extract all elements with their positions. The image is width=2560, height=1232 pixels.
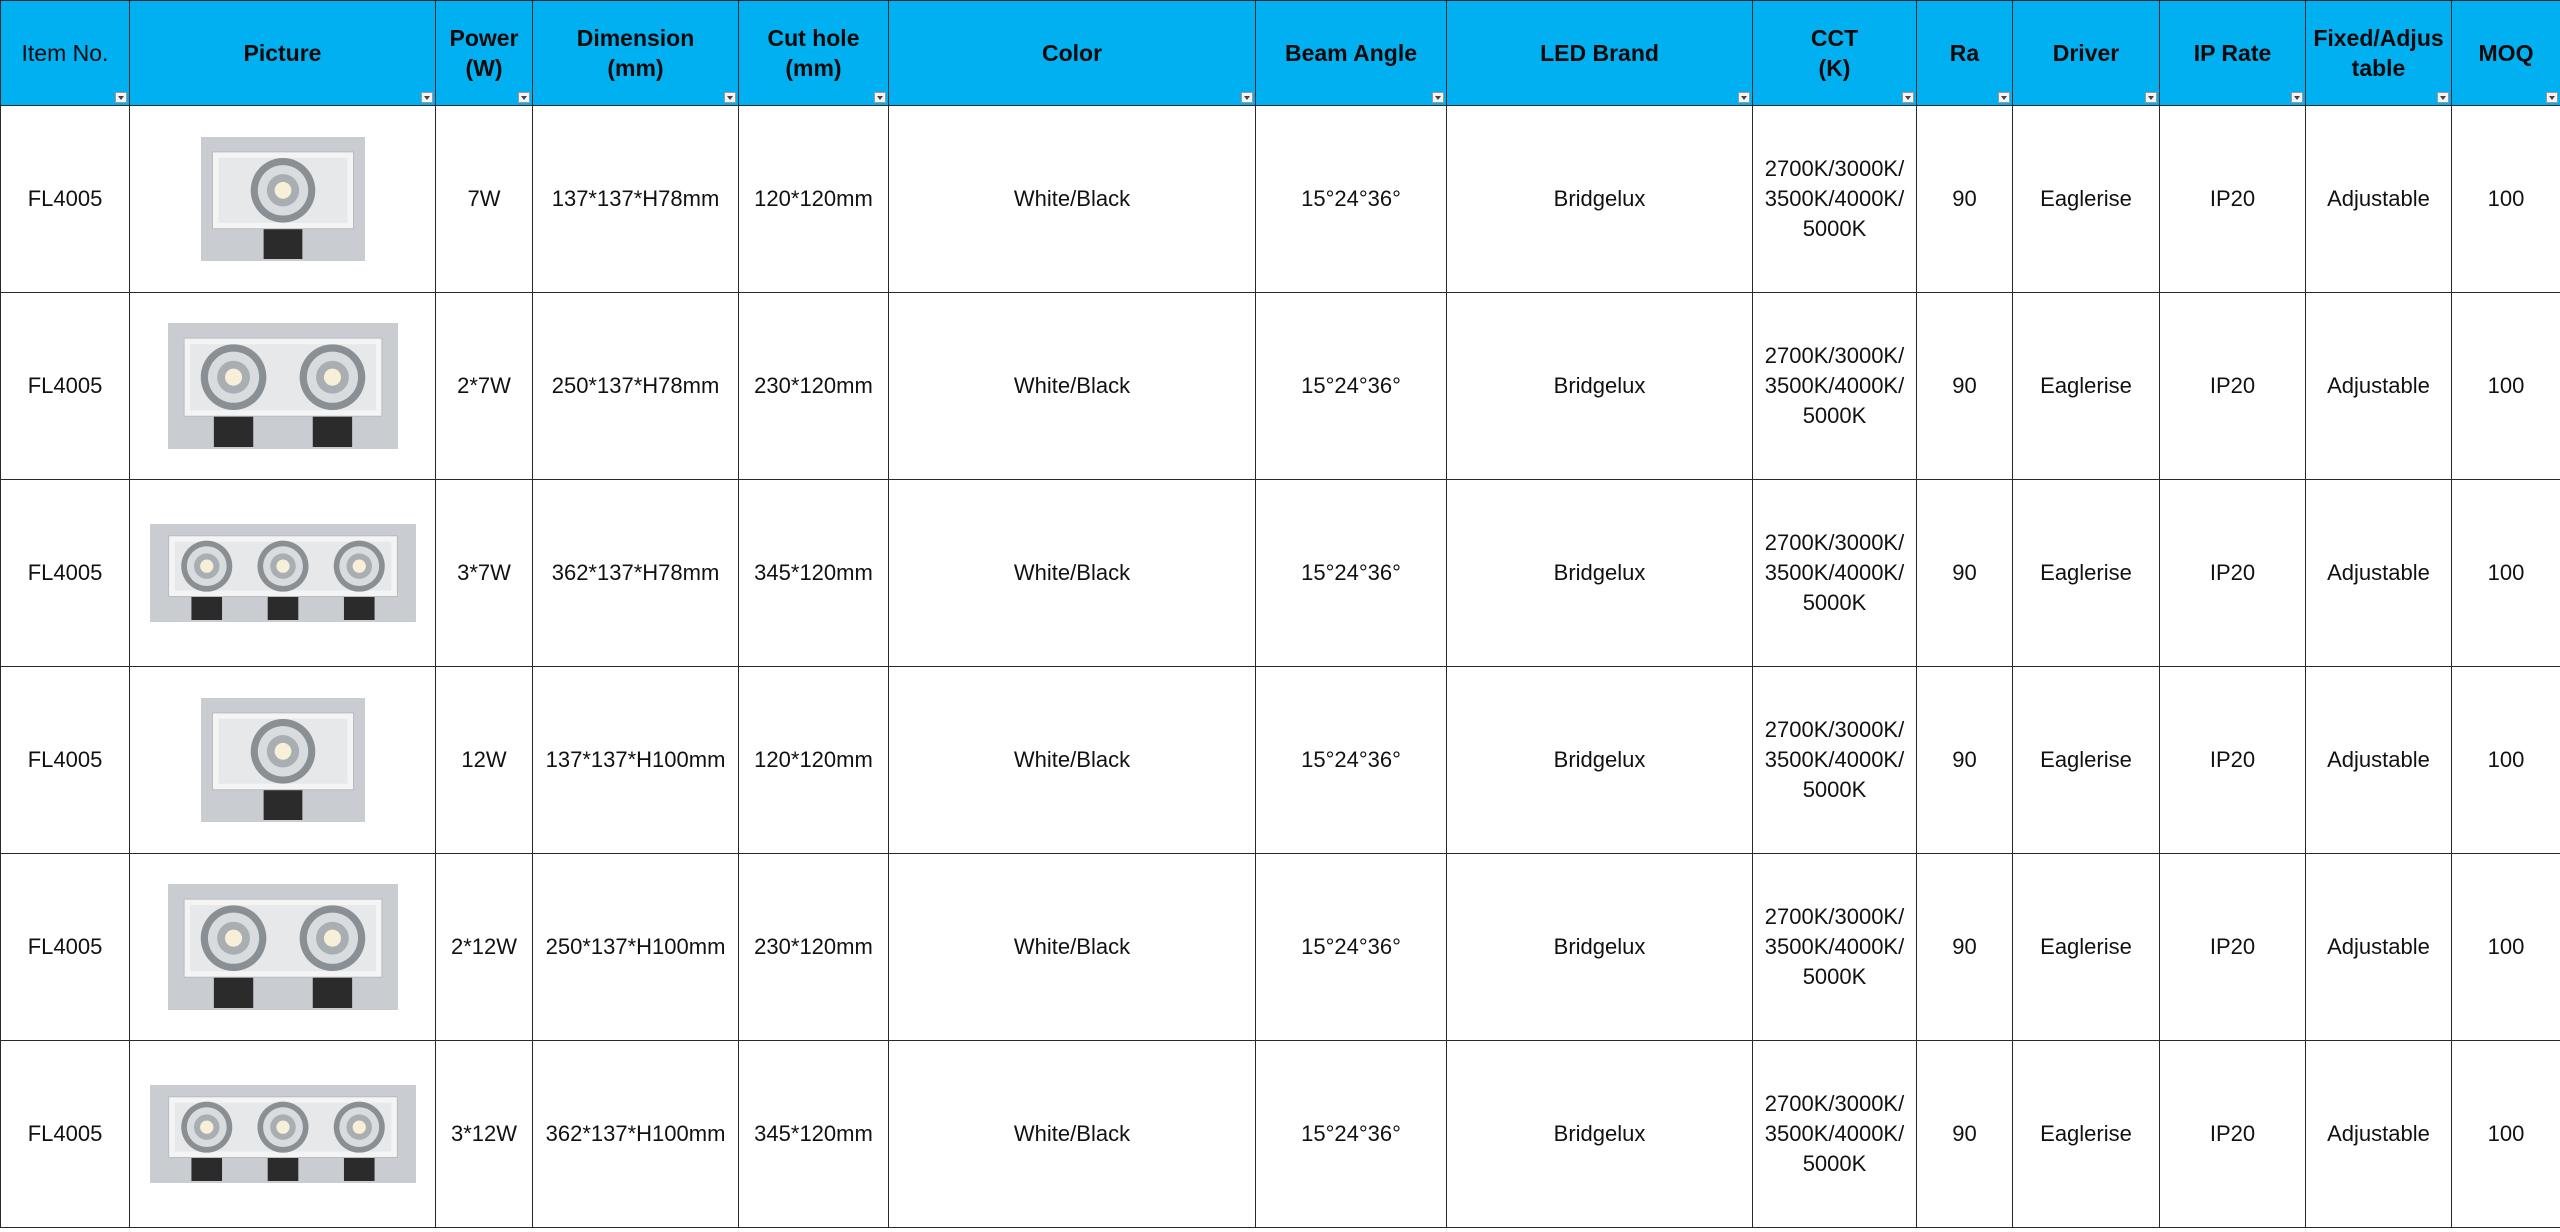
cell-driver[interactable] [2013, 106, 2160, 293]
cell-value: Bridgelux [1553, 186, 1646, 211]
column-header-fixed[interactable] [2306, 1, 2452, 106]
cell-moq[interactable] [2452, 293, 2560, 480]
cell-value: Bridgelux [1553, 934, 1646, 959]
cell-fixed[interactable] [2306, 667, 2452, 854]
cell-value: 15°24°36° [1301, 373, 1401, 398]
column-header-driver[interactable] [2013, 1, 2160, 106]
cell-value: Bridgelux [1553, 560, 1646, 585]
filter-dropdown-icon[interactable] [2291, 92, 2303, 103]
cell-value: IP20 [2209, 560, 2256, 585]
product-photo [201, 137, 365, 261]
table-row [1, 106, 2560, 293]
cell-item[interactable] [1, 106, 130, 293]
cell-cut[interactable] [739, 854, 889, 1041]
cell-moq[interactable] [2452, 480, 2560, 667]
cell-fixed[interactable] [2306, 480, 2452, 667]
column-header-cct[interactable] [1753, 1, 1917, 106]
column-header-picture[interactable] [130, 1, 436, 106]
column-header-label: Cut hole [767, 25, 860, 51]
column-header-label: LED Brand [1540, 40, 1659, 66]
cell-value: White/Black [1013, 1121, 1131, 1146]
cell-picture[interactable] [130, 854, 436, 1041]
cell-ra[interactable] [1917, 293, 2013, 480]
cell-value: Eaglerise [2040, 1121, 2132, 1146]
product-photo [201, 698, 365, 822]
column-header-label: CCT [1810, 25, 1859, 51]
cell-value: Eaglerise [2040, 373, 2132, 398]
column-header-beam[interactable] [1256, 1, 1447, 106]
cell-picture[interactable] [130, 1041, 436, 1228]
filter-dropdown-icon[interactable] [1432, 92, 1444, 103]
cell-beam[interactable] [1256, 667, 1447, 854]
cell-value: 120*120mm [754, 747, 873, 772]
cell-value: 345*120mm [754, 560, 873, 585]
cell-value: White/Black [1013, 934, 1131, 959]
cell-ra[interactable] [1917, 1041, 2013, 1228]
cell-led[interactable] [1447, 854, 1753, 1041]
cell-color[interactable] [889, 854, 1256, 1041]
cell-value: 250*137*H78mm [551, 373, 720, 398]
header-row [1, 1, 2560, 106]
cell-value: Adjustable [2327, 747, 2430, 772]
cell-power[interactable] [436, 854, 533, 1041]
column-header-cut[interactable] [739, 1, 889, 106]
cell-dimension[interactable] [533, 667, 739, 854]
cell-value: FL4005 [27, 560, 103, 585]
cct-line: 5000K [1802, 1151, 1867, 1176]
cell-value: 137*137*H78mm [551, 186, 720, 211]
cell-value: Adjustable [2327, 186, 2430, 211]
column-header-unit: (mm) [785, 55, 842, 81]
cell-value: 90 [1952, 1121, 1977, 1146]
column-header-unit: (W) [465, 55, 503, 81]
cell-driver[interactable] [2013, 293, 2160, 480]
column-header-ra[interactable] [1917, 1, 2013, 106]
cell-value: 12W [461, 747, 507, 772]
cell-value: Adjustable [2327, 560, 2430, 585]
cell-value: 90 [1952, 934, 1977, 959]
cct-line: 3500K/4000K/ [1764, 186, 1905, 211]
cell-cct[interactable] [1753, 106, 1917, 293]
cell-value: Bridgelux [1553, 747, 1646, 772]
cct-line: 2700K/3000K/ [1764, 904, 1905, 929]
cell-beam[interactable] [1256, 1041, 1447, 1228]
cell-value: IP20 [2209, 1121, 2256, 1146]
filter-dropdown-icon[interactable] [874, 92, 886, 103]
cell-moq[interactable] [2452, 106, 2560, 293]
column-header-label: Power [449, 25, 519, 51]
cell-picture[interactable] [130, 480, 436, 667]
cell-color[interactable] [889, 293, 1256, 480]
column-header-label: Ra [1949, 40, 1980, 66]
cell-cut[interactable] [739, 106, 889, 293]
cell-value: 2*7W [457, 373, 511, 398]
cell-ra[interactable] [1917, 854, 2013, 1041]
cct-line: 3500K/4000K/ [1764, 747, 1905, 772]
column-header-label: Beam Angle [1284, 40, 1418, 66]
cell-fixed[interactable] [2306, 106, 2452, 293]
cell-ra[interactable] [1917, 106, 2013, 293]
cell-value: 15°24°36° [1301, 747, 1401, 772]
cell-value: Eaglerise [2040, 747, 2132, 772]
cell-value: 362*137*H100mm [545, 1121, 726, 1146]
cell-value: IP20 [2209, 934, 2256, 959]
filter-dropdown-icon[interactable] [1738, 92, 1750, 103]
column-header-label: Driver [2052, 40, 2120, 66]
cell-ip[interactable] [2160, 106, 2306, 293]
filter-dropdown-icon[interactable] [115, 92, 127, 103]
cct-line: 2700K/3000K/ [1764, 156, 1905, 181]
filter-dropdown-icon[interactable] [1241, 92, 1253, 103]
cell-moq[interactable] [2452, 667, 2560, 854]
cell-value: FL4005 [27, 1121, 103, 1146]
column-header-label: Picture [243, 40, 322, 66]
cell-value: Adjustable [2327, 934, 2430, 959]
cell-value: Bridgelux [1553, 1121, 1646, 1146]
column-header-label: IP Rate [2193, 40, 2272, 66]
cell-value: White/Black [1013, 373, 1131, 398]
cell-cct[interactable] [1753, 854, 1917, 1041]
cell-fixed[interactable] [2306, 854, 2452, 1041]
cell-value: 90 [1952, 747, 1977, 772]
cell-value: Bridgelux [1553, 373, 1646, 398]
cell-value: 15°24°36° [1301, 1121, 1401, 1146]
cell-value: Adjustable [2327, 1121, 2430, 1146]
cell-led[interactable] [1447, 106, 1753, 293]
cell-item[interactable] [1, 1041, 130, 1228]
cell-dimension[interactable] [533, 1041, 739, 1228]
cell-value: 15°24°36° [1301, 186, 1401, 211]
filter-dropdown-icon[interactable] [2437, 92, 2449, 103]
cell-value: 362*137*H78mm [551, 560, 720, 585]
cell-cct[interactable] [1753, 293, 1917, 480]
cell-ip[interactable] [2160, 480, 2306, 667]
cell-value: 90 [1952, 186, 1977, 211]
table-row [1, 667, 2560, 854]
cell-value: White/Black [1013, 747, 1131, 772]
table-row [1, 293, 2560, 480]
cell-moq[interactable] [2452, 1041, 2560, 1228]
cell-power[interactable] [436, 293, 533, 480]
column-header-ip[interactable] [2160, 1, 2306, 106]
column-header-unit: (mm) [607, 55, 664, 81]
cell-value: IP20 [2209, 186, 2256, 211]
cell-cut[interactable] [739, 480, 889, 667]
cct-line: 3500K/4000K/ [1764, 373, 1905, 398]
cell-led[interactable] [1447, 1041, 1753, 1228]
cell-ip[interactable] [2160, 854, 2306, 1041]
column-header-label: Dimension [576, 25, 695, 51]
table-row [1, 480, 2560, 667]
cell-cut[interactable] [739, 293, 889, 480]
cell-cut[interactable] [739, 667, 889, 854]
cell-value: 100 [2487, 747, 2525, 772]
cct-line: 5000K [1802, 403, 1867, 428]
cell-dimension[interactable] [533, 480, 739, 667]
cell-item[interactable] [1, 480, 130, 667]
column-header-label: Color [1041, 40, 1103, 66]
cct-line: 2700K/3000K/ [1764, 530, 1905, 555]
cell-color[interactable] [889, 106, 1256, 293]
cct-line: 2700K/3000K/ [1764, 717, 1905, 742]
cell-value: FL4005 [27, 934, 103, 959]
column-header-led[interactable] [1447, 1, 1753, 106]
product-photo [150, 1085, 416, 1183]
cell-power[interactable] [436, 480, 533, 667]
cell-value: 90 [1952, 373, 1977, 398]
cell-driver[interactable] [2013, 854, 2160, 1041]
cell-color[interactable] [889, 1041, 1256, 1228]
cell-color[interactable] [889, 480, 1256, 667]
product-photo [150, 524, 416, 622]
filter-dropdown-icon[interactable] [2145, 92, 2157, 103]
product-photo [168, 323, 398, 449]
cell-driver[interactable] [2013, 1041, 2160, 1228]
cell-dimension[interactable] [533, 106, 739, 293]
cell-cut[interactable] [739, 1041, 889, 1228]
cell-cct[interactable] [1753, 667, 1917, 854]
cell-value: 250*137*H100mm [545, 934, 726, 959]
cell-value: Eaglerise [2040, 186, 2132, 211]
cell-led[interactable] [1447, 667, 1753, 854]
product-photo [168, 884, 398, 1010]
filter-dropdown-icon[interactable] [2546, 92, 2558, 103]
cell-value: FL4005 [27, 747, 103, 772]
cell-value: 15°24°36° [1301, 560, 1401, 585]
cell-value: 100 [2487, 186, 2525, 211]
column-header-moq[interactable] [2452, 1, 2560, 106]
cell-item[interactable] [1, 293, 130, 480]
cell-ra[interactable] [1917, 480, 2013, 667]
cell-fixed[interactable] [2306, 1041, 2452, 1228]
cct-line: 3500K/4000K/ [1764, 560, 1905, 585]
filter-dropdown-icon[interactable] [421, 92, 433, 103]
cell-value: Adjustable [2327, 373, 2430, 398]
filter-dropdown-icon[interactable] [724, 92, 736, 103]
cell-value: IP20 [2209, 373, 2256, 398]
column-header-unit: (K) [1818, 55, 1851, 81]
cell-ip[interactable] [2160, 667, 2306, 854]
column-header-label: Item No. [21, 40, 109, 66]
cell-power[interactable] [436, 667, 533, 854]
cell-led[interactable] [1447, 293, 1753, 480]
cct-line: 2700K/3000K/ [1764, 1091, 1905, 1116]
cct-line: 5000K [1802, 216, 1867, 241]
cell-value: 345*120mm [754, 1121, 873, 1146]
cell-value: White/Black [1013, 560, 1131, 585]
filter-dropdown-icon[interactable] [1998, 92, 2010, 103]
cell-value: 100 [2487, 560, 2525, 585]
cell-value: 2*12W [450, 934, 518, 959]
cell-picture[interactable] [130, 667, 436, 854]
cell-driver[interactable] [2013, 667, 2160, 854]
cell-cct[interactable] [1753, 480, 1917, 667]
cell-ra[interactable] [1917, 667, 2013, 854]
column-header-power[interactable] [436, 1, 533, 106]
cct-line: 5000K [1802, 590, 1867, 615]
cell-power[interactable] [436, 1041, 533, 1228]
table-body [1, 106, 2560, 1228]
cell-picture[interactable] [130, 106, 436, 293]
cell-beam[interactable] [1256, 480, 1447, 667]
cell-driver[interactable] [2013, 480, 2160, 667]
cell-value: 90 [1952, 560, 1977, 585]
table-row [1, 854, 2560, 1041]
column-header-label: MOQ [2478, 40, 2534, 66]
cell-color[interactable] [889, 667, 1256, 854]
cell-item[interactable] [1, 667, 130, 854]
cell-value: 100 [2487, 934, 2525, 959]
cell-moq[interactable] [2452, 854, 2560, 1041]
cell-beam[interactable] [1256, 106, 1447, 293]
column-header-unit: table [2351, 55, 2406, 81]
filter-dropdown-icon[interactable] [518, 92, 530, 103]
cell-fixed[interactable] [2306, 293, 2452, 480]
cell-value: 15°24°36° [1301, 934, 1401, 959]
cell-ip[interactable] [2160, 293, 2306, 480]
table-row [1, 1041, 2560, 1228]
cell-led[interactable] [1447, 480, 1753, 667]
cell-value: 3*7W [457, 560, 511, 585]
cell-item[interactable] [1, 854, 130, 1041]
cell-picture[interactable] [130, 293, 436, 480]
cell-dimension[interactable] [533, 854, 739, 1041]
cell-value: IP20 [2209, 747, 2256, 772]
filter-dropdown-icon[interactable] [1902, 92, 1914, 103]
cell-value: 100 [2487, 373, 2525, 398]
cell-value: 7W [467, 186, 501, 211]
cell-ip[interactable] [2160, 1041, 2306, 1228]
cct-line: 5000K [1802, 964, 1867, 989]
cell-beam[interactable] [1256, 293, 1447, 480]
cell-value: 100 [2487, 1121, 2525, 1146]
cell-value: 230*120mm [754, 934, 873, 959]
cell-dimension[interactable] [533, 293, 739, 480]
cell-beam[interactable] [1256, 854, 1447, 1041]
cell-value: 120*120mm [754, 186, 873, 211]
cell-value: Eaglerise [2040, 560, 2132, 585]
cct-line: 5000K [1802, 777, 1867, 802]
cell-value: FL4005 [27, 373, 103, 398]
cell-value: 230*120mm [754, 373, 873, 398]
cct-line: 3500K/4000K/ [1764, 1121, 1905, 1146]
column-header-color[interactable] [889, 1, 1256, 106]
cell-power[interactable] [436, 106, 533, 293]
column-header-dimension[interactable] [533, 1, 739, 106]
cell-value: Eaglerise [2040, 934, 2132, 959]
cct-line: 2700K/3000K/ [1764, 343, 1905, 368]
column-header-item[interactable] [1, 1, 130, 106]
cell-value: 137*137*H100mm [545, 747, 726, 772]
cct-line: 3500K/4000K/ [1764, 934, 1905, 959]
cell-value: 3*12W [450, 1121, 518, 1146]
cell-cct[interactable] [1753, 1041, 1917, 1228]
column-header-label: Fixed/Adjus [2313, 25, 2444, 51]
cell-value: FL4005 [27, 186, 103, 211]
cell-value: White/Black [1013, 186, 1131, 211]
